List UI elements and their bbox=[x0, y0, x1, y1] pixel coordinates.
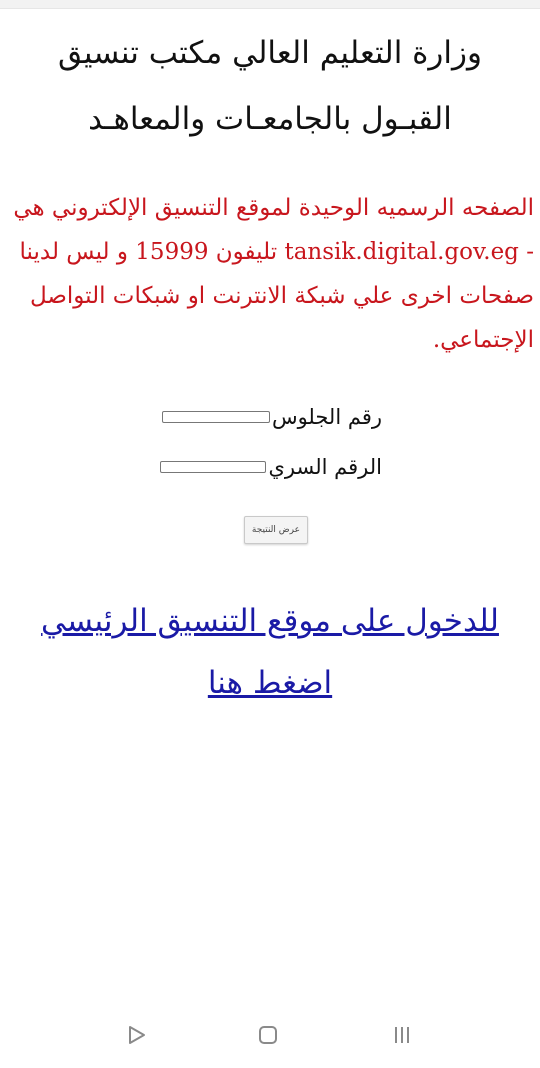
page-content bbox=[0, 8, 540, 714]
password-row bbox=[0, 442, 382, 492]
notice-phone: تليفون 15999 bbox=[127, 239, 285, 265]
submit-wrap bbox=[0, 516, 540, 544]
home-square-icon[interactable] bbox=[255, 1022, 281, 1048]
android-navigation-bar bbox=[0, 1000, 540, 1068]
notice-text-after: و ليس لدينا صفحات اخرى علي شبكة الانترنت او شبكات التواصل الإجتماعي. bbox=[19, 239, 534, 353]
page-title: وزارة التعليم العالي مكتب تنسيق القبـول بالجامعـات والمعاهـد bbox=[58, 35, 482, 137]
result-form bbox=[0, 392, 540, 492]
seat-number-row bbox=[0, 392, 382, 442]
password-input[interactable] bbox=[160, 461, 266, 473]
official-site-notice bbox=[0, 186, 540, 362]
notice-domain: tansik.digital.gov.eg bbox=[284, 239, 519, 265]
password-label: الرقم السري bbox=[268, 455, 382, 479]
seat-number-label: رقم الجلوس bbox=[271, 405, 382, 429]
show-result-button[interactable]: عرض النتيجة bbox=[244, 516, 308, 544]
main-site-link[interactable]: للدخول على موقع التنسيق الرئيسي اضغط هنا bbox=[41, 603, 499, 701]
back-triangle-icon[interactable] bbox=[124, 1022, 150, 1048]
main-site-link-block bbox=[0, 590, 540, 714]
notice-text-before: الصفحه الرسميه الوحيدة لموقع التنسيق الإلكتروني هي - bbox=[13, 195, 534, 265]
recent-apps-icon[interactable] bbox=[389, 1022, 415, 1048]
seat-number-input[interactable] bbox=[162, 411, 270, 423]
